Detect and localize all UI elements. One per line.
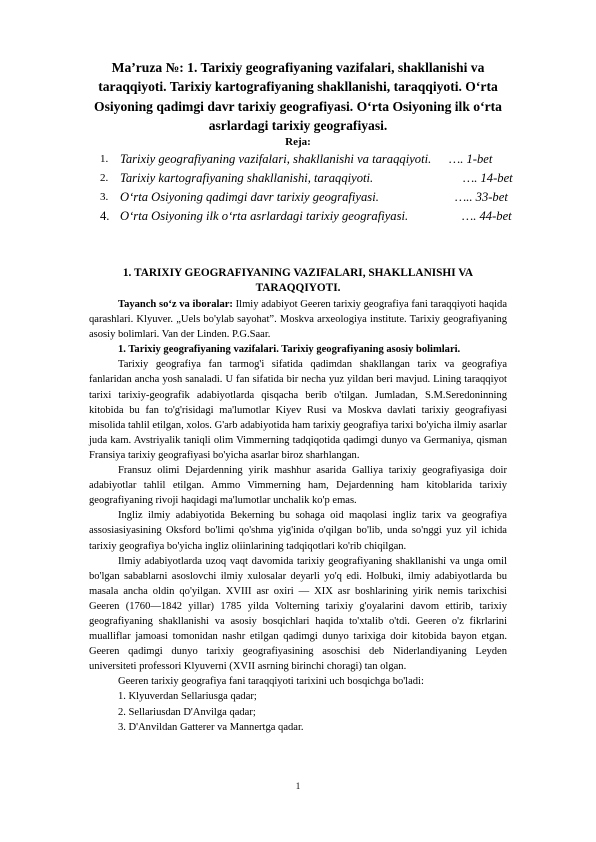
page-number: 1: [295, 781, 301, 791]
lecture-title: Ma’ruza №: 1. Tarixiy geografiyaning vazifalari, shakllanishi va taraqqiyoti. Tarixiy kartografiyaning shakllanishi, taraqqiyoti. O‘rta Osiyoning qadimgi davr tarixiy geografiyasi. O‘rta Osiyoning ilk o‘rta asrlardagi tarixiy geografiyasi.: [94, 60, 502, 133]
plan-item-text: O‘rta Osiyoning qadimgi davr tarixiy geografiyasi.: [120, 190, 379, 204]
plan-item: [100, 207, 540, 226]
plan-item-number: 2.: [100, 172, 109, 184]
keywords-label: Tayanch so‘z va iboralar:: [118, 299, 233, 310]
plan-item-number: 4.: [100, 209, 110, 223]
list-item: 1. Klyuverdan Sellariusga qadar;: [118, 691, 257, 703]
body-text: [89, 297, 507, 735]
paragraph: Fransuz olimi Dejardenning yirik mashhur asarida Galliya tarixiy geografiyasiga doir adabiyotlar tahlil etilgan. Ammo Vimmerning ham, Dejardenning ham kitoblarida tarixiy geografiyaning rivoji haqidagi ma'lumotlar unchalik ko'p emas.: [89, 465, 507, 507]
plan-item-text: Tarixiy kartografiyaning shakllanishi, taraqqiyoti.: [120, 171, 374, 185]
keywords-paragraph: [89, 297, 507, 342]
paragraph: Tarixiy geografiya fan tarmog'i sifatida qadimdan shakllangan tarix va geografiya fanlaridan ancha yosh sanaladi. U fan sifatida bir necha yuz yildan beri mavjud. Lining taraqqiyot tarixi tarixiy-geografik adabiyotlarda qisqacha berib o'tilgan. Jumladan, S.M.Seredoninning kitobida bu fan to'g'risidagi ma'lumotlar Kiyev Rusi va Moskva davlati tarixiy geografiyasi misolida tahlil etilgan, xolos. G'arb adabiyotida ham tarixiy geografiya tarixi bo'yicha ilmiy asarlar juda kam. Avstriyalik taniqli olim Vimmerning tadqiqotida qadimgi dunyo va Germaniya, qisman Fransiya tarixiy geografiyasi bo'yicha asarlar biroz sharhlangan.: [89, 359, 507, 461]
plan-list: [100, 150, 540, 226]
plan-item: [100, 188, 540, 207]
plan-item-text: Tarixiy geografiyaning vazifalari, shakllanishi va taraqqiyoti.: [120, 152, 432, 166]
plan-item: [100, 169, 540, 188]
plan-item-page: ….. 33-bet: [455, 190, 508, 204]
section-title: 1. TARIXIY GEOGRAFIYANING VAZIFALARI, SHAKLLANISHI VA TARAQQIYOTI.: [122, 267, 474, 294]
paragraph: Geeren tarixiy geografiya fani taraqqiyoti tarixini uch bosqichga bo'ladi:: [118, 676, 424, 688]
subsection-title: 1. Tarixiy geografiyaning vazifalari. Tarixiy geografiyaning asosiy bolimlari.: [118, 344, 461, 356]
plan-item-page: …. 1-bet: [449, 152, 493, 166]
keywords-text: Ilmiy adabiyot Geeren tarixiy geografiya fani taraqqiyoti haqida qarashlari. Klyuver. „Uels bo'ylab sayohat”. Moskva arxeologiya institute. Tarixiy geografiyaning asosiy bolimlari. Van der Linden. P.G.Saar.: [89, 299, 508, 341]
plan-item-page: …. 14-bet: [463, 171, 513, 185]
list-item: 3. D'Anvildan Gatterer va Mannertga qadar.: [118, 721, 304, 733]
plan-item-number: 3.: [100, 191, 109, 203]
plan-item-page: …. 44-bet: [462, 209, 512, 223]
plan-item-text: O‘rta Osiyoning ilk o‘rta asrlardagi tarixiy geografiyasi.: [120, 209, 409, 223]
plan-item-number: 1.: [100, 153, 109, 165]
plan-heading: Reja:: [285, 136, 311, 148]
plan-item: [100, 150, 540, 169]
list-item: 2. Sellariusdan D'Anvilga qadar;: [118, 706, 256, 718]
paragraph: Ilmiy adabiyotlarda uzoq vaqt davomida tarixiy geografiyaning shakllanishi va unga omil bo'lgan sabablarni asoslovchi ilmiy xulosalar deyarli yo'q edi. Holbuki, ilmiy adabiyotlarda bu masala ancha oldin qo'yilgan. XVIII asr oxiri — XIX asr boshlarining yirik nemis tarixchisi Geeren (1760—1842 yillar) 1785 yilda Volterning tarixiy g'oyalarini davom ettirib, tarixiy geografiyaning shakllanishi va asosiy bosqichlari haqida to'xtalib o'tdi. Geeren o'z fikrlarini mualliflar jamoasi tomonidan nashr etilgan qadimgi dunyo tarixiga doir kitobida bayon etgan. Geeren qadimgi dunyo tarixiy geografiyasining asoschisi deb Niderlandiyaning Leyden universiteti professori Klyuverni (XVII asrning birinchi choragi) tan olgan.: [89, 555, 507, 673]
paragraph: Ingliz ilmiy adabiyotida Bekerning bu sohaga oid maqolasi ingliz tarix va geografiya assosiasiyasining Oksford bo'limi qo'shma yig'inida o'qilgan bo'lib, unda so'nggi yuz yil ichida tarixiy geografiya bo'yicha ingliz oliinlarining tadqiqotlari ko'rib chiqilgan.: [89, 510, 507, 552]
